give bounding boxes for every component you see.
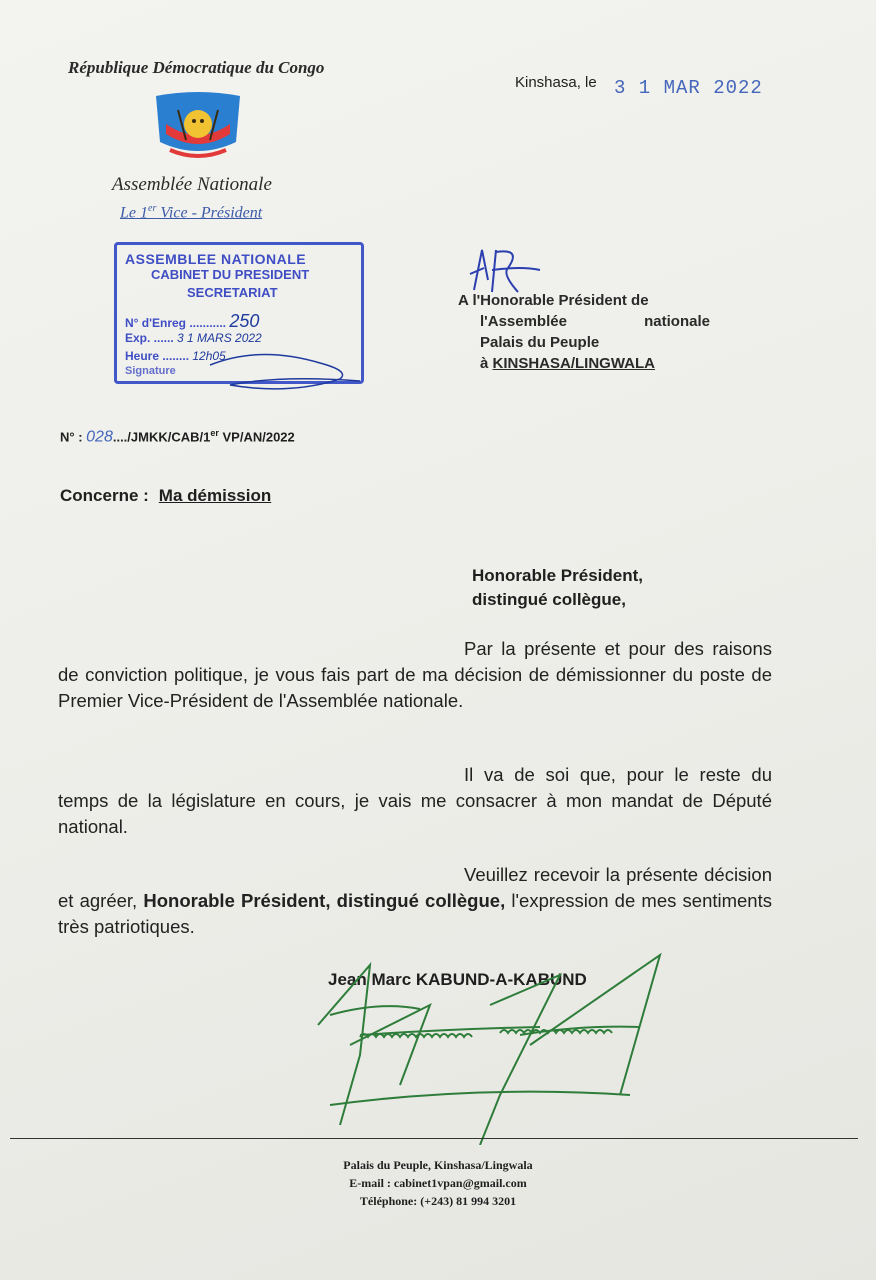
footer-divider xyxy=(10,1138,858,1139)
recipient-block xyxy=(458,290,710,374)
body-paragraph-2: Il va de soi que, pour le reste du temps de la législature en cours, je vais me consacrer à mon mandat de Député national. xyxy=(58,764,772,837)
footer-contact xyxy=(0,1156,876,1210)
signer-name: Jean Marc KABUND-A-KABUND xyxy=(328,970,587,989)
stamp-entry-row: N° d'Enreg ........... 250 xyxy=(125,311,260,331)
stamp-line-1: ASSEMBLEE NATIONALE xyxy=(125,251,307,267)
footer-phone: Téléphone: (+243) 81 994 3201 xyxy=(359,1194,517,1208)
coat-of-arms-icon xyxy=(150,90,246,166)
recipient-line-3: Palais du Peuple xyxy=(480,334,600,351)
office-title: Le 1er Vice - Président xyxy=(120,203,263,222)
salutation-line-2: distingué collègue, xyxy=(472,590,626,609)
country-name: République Démocratique du Congo xyxy=(68,58,325,77)
reference-number: N° : 028..../JMKK/CAB/1er VP/AN/2022 xyxy=(60,428,295,446)
handwritten-signature-icon xyxy=(300,945,680,1145)
stamp-signature-row: Signature xyxy=(125,365,176,377)
recipient-line-1: A l'Honorable Président de xyxy=(458,292,649,309)
salutation-line-1: Honorable Président, xyxy=(472,566,643,585)
stamp-exp-row: Exp. ...... 3 1 MARS 2022 xyxy=(125,331,262,345)
salutation xyxy=(472,564,643,612)
footer-address: Palais du Peuple, Kinshasa/Lingwala xyxy=(343,1158,533,1172)
body-paragraph-3: Veuillez recevoir la présente décision et agréer, Honorable Président, distingué collègue, l'expression de mes sentiments très patriotiques. xyxy=(58,864,772,937)
institution-name: Assemblée Nationale xyxy=(112,174,272,195)
body-paragraph-1: Par la présente et pour des raisons de conviction politique, je vous fais part de ma décision de démissionner du poste de Premier Vice-Président de l'Assemblée nationale. xyxy=(58,638,772,711)
footer-email: E-mail : cabinet1vpan@gmail.com xyxy=(349,1176,527,1190)
stamp-scribble-icon xyxy=(200,335,370,405)
date-place-label: Kinshasa, le xyxy=(515,74,597,91)
stamp-hour-row: Heure ........ 12h05 xyxy=(125,349,226,363)
stamp-line-2: CABINET DU PRESIDENT xyxy=(151,267,310,282)
stamp-line-3: SECRETARIAT xyxy=(187,285,278,300)
date-stamp: 3 1 MAR 2022 xyxy=(614,77,763,99)
recipient-line-2: l'Assemblée nationale xyxy=(480,313,710,330)
recipient-line-4: à KINSHASA/LINGWALA xyxy=(480,355,656,372)
subject-line: Concerne : Ma démission xyxy=(60,486,272,505)
